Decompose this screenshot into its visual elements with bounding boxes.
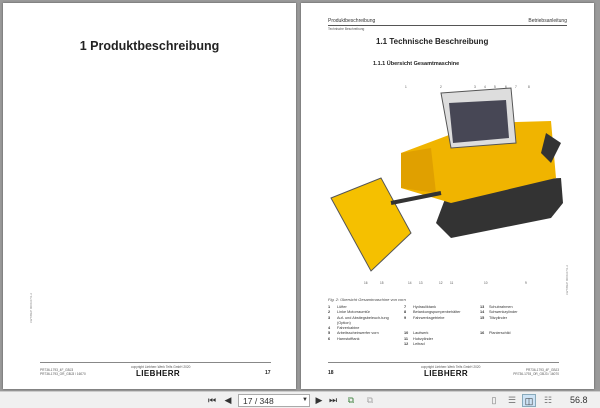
dozer-illustration: [301, 3, 594, 303]
legend-text: Schwenkzylinder: [489, 310, 518, 315]
legend-text: 12: [404, 342, 409, 347]
legend-text: Schubrahmen: [489, 305, 513, 309]
page-dropdown-chevron-icon[interactable]: ▼: [302, 397, 308, 403]
page-17: [3, 3, 296, 389]
facing-pages-view-icon[interactable]: ◫: [522, 394, 536, 407]
figure-caption: Fig. 2: Übersicht Gesamtmaschine von vorn: [328, 297, 406, 302]
subsection-title: 1.1.1 Übersicht Gesamtmaschine: [373, 61, 460, 67]
header-right: Betriebsanleitung: [528, 18, 567, 24]
page-number: 18: [328, 370, 334, 376]
legend-text: 4: [328, 326, 331, 331]
chapter-title: 1 Produktbeschreibung: [79, 39, 220, 53]
callout-number: 13: [419, 281, 423, 285]
legend-text: 7: [404, 305, 407, 309]
viewer-toolbar: [0, 391, 600, 408]
callout-number: 7: [515, 85, 517, 89]
copyright: copyright Liebherr-Werk Telfs GmbH 2020: [131, 365, 191, 369]
section-title: 1.1 Technische Beschreibung: [376, 37, 489, 46]
legend-text: Hydrauliktank: [413, 305, 437, 309]
go-back-view-icon[interactable]: ⧉: [347, 395, 355, 405]
legend-col-2: [404, 305, 479, 347]
zoom-level[interactable]: 56.8: [570, 395, 588, 405]
doc-id: PR736-1793_4F_GBJ3: [40, 368, 74, 372]
callout-number: 2: [440, 85, 442, 89]
callout-number: 5: [494, 85, 496, 89]
legend-text: 10: [404, 331, 409, 336]
subheader: Technische Beschreibung: [328, 27, 365, 31]
liebherr-logo: LIEBHERR: [424, 369, 469, 378]
legend-text: Auf- und Abstiegsbeleuch-tung (Option): [337, 315, 389, 325]
continuous-facing-view-icon[interactable]: ☷: [543, 395, 553, 405]
liebherr-logo: LIEBHERR: [136, 369, 181, 378]
legend-text: 3: [328, 315, 331, 320]
legend-text: Betankungspumpenbehälter: [413, 310, 461, 315]
callout-number: 6: [505, 85, 507, 89]
legend-text: Fahrerkabine: [337, 326, 360, 331]
legend-text: Lüfter: [337, 305, 347, 309]
callout-number: 14: [408, 281, 412, 285]
go-forward-view-icon[interactable]: ⧉: [366, 395, 374, 405]
legend-text: 14: [480, 310, 485, 315]
first-page-icon[interactable]: ⏮: [207, 395, 217, 405]
legend-text: 1: [328, 305, 331, 309]
callout-number: 12: [439, 281, 443, 285]
footer-divider: [40, 362, 271, 363]
page-number: 17: [265, 370, 271, 376]
legend-text: Leitrad: [413, 342, 425, 347]
callout-number: 8: [528, 85, 530, 89]
callout-number: 15: [380, 281, 384, 285]
callout-number: 1: [405, 85, 407, 89]
legend-text: 2: [328, 310, 331, 315]
legend-text: Planierschild: [489, 331, 511, 336]
callout-number: 3: [474, 85, 476, 89]
legend-text: 15: [480, 315, 485, 320]
doc-id: PR736-1793_OR_GBJ3 / 16070: [40, 372, 86, 376]
legend-text: Harnstofftank: [337, 336, 360, 341]
doc-id: PR736-1793_4F_GBJ3: [525, 368, 559, 372]
legend-text: 16: [480, 331, 485, 336]
previous-page-icon[interactable]: ◀: [224, 395, 232, 405]
legend-text: 13: [480, 305, 485, 309]
callout-number: 9: [525, 281, 527, 285]
last-page-icon[interactable]: ⏭: [328, 395, 338, 405]
callout-number: 16: [364, 281, 368, 285]
legend-col-3: [480, 305, 550, 337]
legend-col-1: [328, 305, 398, 342]
legend-text: Linke Motorraumtür: [337, 310, 370, 315]
page-18: [301, 3, 594, 389]
legend-text: Arbeitsscheinwerfer vorn: [337, 331, 379, 336]
side-text: LWT/BEP 0000-07/1-2: [29, 293, 33, 323]
legend-text: 8: [404, 310, 407, 315]
single-page-view-icon[interactable]: ▯: [491, 395, 497, 405]
legend-text: Tiltzylinder: [489, 315, 508, 320]
copyright: copyright Liebherr-Werk Telfs GmbH 2020: [421, 365, 481, 369]
legend-text: 11: [404, 336, 409, 341]
continuous-view-icon[interactable]: ☰: [507, 395, 517, 405]
legend-text: 6: [328, 336, 331, 341]
footer-divider: [328, 362, 559, 363]
legend-text: Hubzylinder: [413, 336, 434, 341]
callout-number: 4: [484, 85, 486, 89]
side-text: LWT/BEP 0000-07/1-2: [565, 265, 569, 295]
callout-number: 11: [450, 281, 454, 285]
doc-id: PR736-1793_OR_GBJ3 / 16070: [513, 372, 559, 376]
callout-number: 10: [484, 281, 488, 285]
legend-text: Laufwerk: [413, 331, 429, 336]
page-number-input[interactable]: 17 / 348: [238, 394, 310, 407]
next-page-icon[interactable]: ▶: [315, 395, 323, 405]
legend-text: 5: [328, 331, 331, 336]
legend-text: 9: [404, 315, 407, 320]
legend-text: Fahrwerksgetriebe: [413, 315, 445, 320]
header-left: Produktbeschreibung: [328, 18, 376, 24]
